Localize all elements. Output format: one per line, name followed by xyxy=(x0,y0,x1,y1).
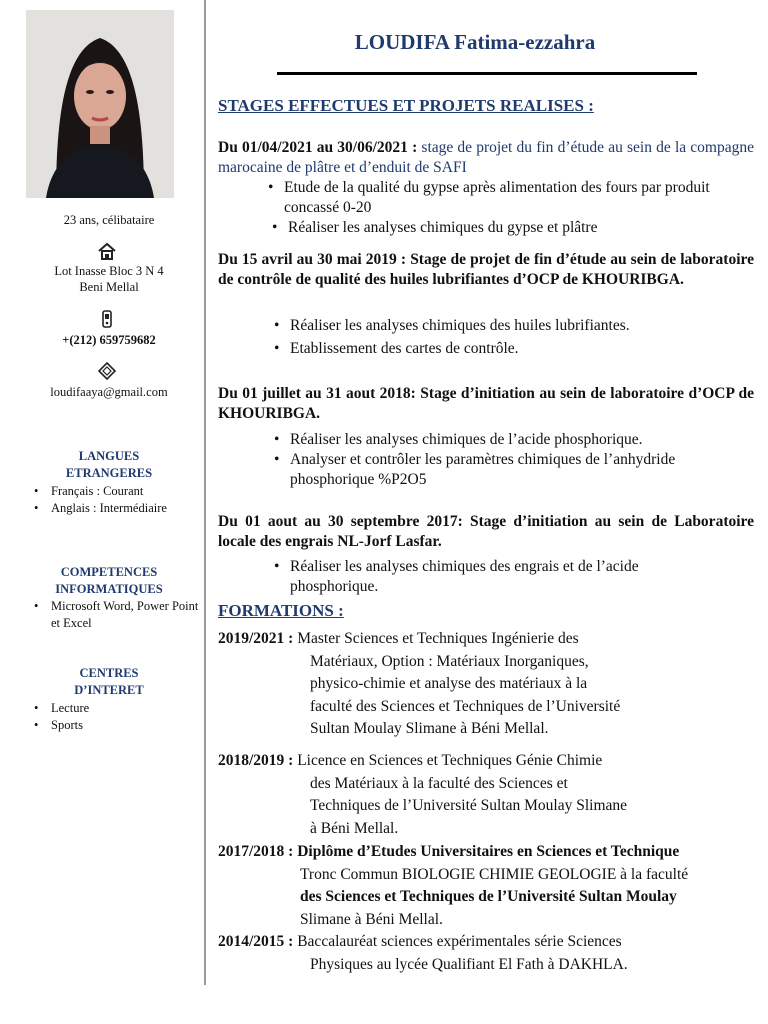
stages-section-title: STAGES EFFECTUES ET PROJETS REALISES : xyxy=(218,96,594,115)
stage-1 xyxy=(218,138,754,178)
sidebar-divider xyxy=(204,0,206,985)
stage-bullet: • Etude de la qualité du gypse après alimentation des fours par produit concassé 0-20 xyxy=(268,179,710,216)
formation-year: 2019/2021 : xyxy=(218,630,294,647)
stage-date: Du 01/04/2021 au 30/06/2021 : xyxy=(218,139,418,156)
stage-bullet: • Analyser et contrôler les paramètres chimiques de l’anhydride phosphorique %P2O5 xyxy=(274,451,676,488)
stage-4 xyxy=(218,512,754,552)
candidate-name: LOUDIFA Fatima-ezzahra xyxy=(354,30,596,54)
phone-number: +(212) 659759682 xyxy=(62,333,156,347)
stage-description: Stage d’initiation au sein de Laboratoire locale des engrais NL-Jorf Lasfar. xyxy=(218,513,755,550)
formation-year: 2017/2018 : xyxy=(218,843,294,860)
stage-bullet: • Réaliser les analyses chimiques de l’acide phosphorique. xyxy=(274,431,643,448)
stage-description: stage de projet du fin d’étude au sein de la compagne marocaine de plâtre et d’enduit de SAFI xyxy=(218,139,754,176)
languages-list xyxy=(34,483,204,517)
stage-date: Du 01 aout au 30 septembre 2017: xyxy=(218,513,463,530)
formation-item: 2019/2021 : Master Sciences et Techniques Ingénierie des Matériaux, Option : Matériaux Inorganiques, physico-chimie et analyse des matériaux à la faculté des Sciences et Techniques de l’Université Sultan Moulay Slimane à Béni Mellal. xyxy=(218,630,621,737)
formation-item: 2017/2018 : Diplôme d’Etudes Universitaires en Sciences et Technique Tronc Commun BIOLOGIE CHIMIE GEOLOGIE à la faculté des Sciences et Techniques de l’Université Sultan Moulay Slimane à Béni Mellal. xyxy=(218,843,689,928)
interest-item: • Sports xyxy=(34,717,204,734)
stage-bullet: • Etablissement des cartes de contrôle. xyxy=(274,340,519,357)
stage-bullet: • Réaliser les analyses chimiques des engrais et de l’acide phosphorique. xyxy=(274,558,639,595)
email-address[interactable]: loudifaaya@gmail.com xyxy=(50,385,168,399)
interests-list xyxy=(34,700,204,734)
language-item: • Anglais : Intermédiaire xyxy=(34,500,204,517)
age-status: 23 ans, célibataire xyxy=(63,213,155,227)
stage-date: Du 15 avril au 30 mai 2019 : xyxy=(218,251,407,268)
stage-bullet: • Réaliser les analyses chimiques du gypse et plâtre xyxy=(272,219,598,236)
address-line1: Lot Inasse Bloc 3 N 4 xyxy=(54,264,164,278)
stage-description: Stage d’initiation au sein de laboratoire d’OCP de KHOURIBGA. xyxy=(218,385,755,422)
formations-section-title: FORMATIONS : xyxy=(218,601,344,620)
profile-photo xyxy=(26,10,174,198)
interests-title-2: D’INTERET xyxy=(74,683,144,697)
stage-bullet: • Réaliser les analyses chimiques des huiles lubrifiantes. xyxy=(274,317,630,334)
formation-item: 2018/2019 : Licence en Sciences et Techniques Génie Chimie des Matériaux à la faculté des Sciences et Techniques de l’Université Sultan Moulay Slimane à Béni Mellal. xyxy=(218,752,628,837)
sidebar xyxy=(0,0,204,985)
phone-icon xyxy=(96,308,118,330)
skills-list xyxy=(34,598,204,632)
formation-year: 2018/2019 : xyxy=(218,752,294,769)
skills-title-2: INFORMATIQUES xyxy=(55,582,163,596)
home-icon xyxy=(96,240,118,262)
formation-item: 2014/2015 : Baccalauréat sciences expérimentales série Sciences Physiques au lycée Qualifiant El Fath à DAKHLA. xyxy=(218,933,628,973)
language-item: • Français : Courant xyxy=(34,483,204,500)
stage-3 xyxy=(218,384,754,424)
formation-year: 2014/2015 : xyxy=(218,933,294,950)
stage-description: Stage de projet de fin d’étude au sein de laboratoire de contrôle de qualité des huiles lubrifiantes d’OCP de KHOURIBGA. xyxy=(218,251,754,288)
stage-date: Du 01 juillet au 31 aout 2018: xyxy=(218,385,416,402)
skill-item: • Microsoft Word, Power Point et Excel xyxy=(34,598,204,632)
name-underline xyxy=(277,72,697,75)
languages-title-2: ETRANGERES xyxy=(65,466,153,480)
address-line2: Beni Mellal xyxy=(79,280,139,294)
interest-item: • Lecture xyxy=(34,700,204,717)
languages-title-1: LANGUES xyxy=(78,449,140,463)
email-icon xyxy=(96,360,118,382)
interests-title-1: CENTRES xyxy=(79,666,139,680)
stage-2 xyxy=(218,250,754,290)
skills-title-1: COMPETENCES xyxy=(60,565,158,579)
